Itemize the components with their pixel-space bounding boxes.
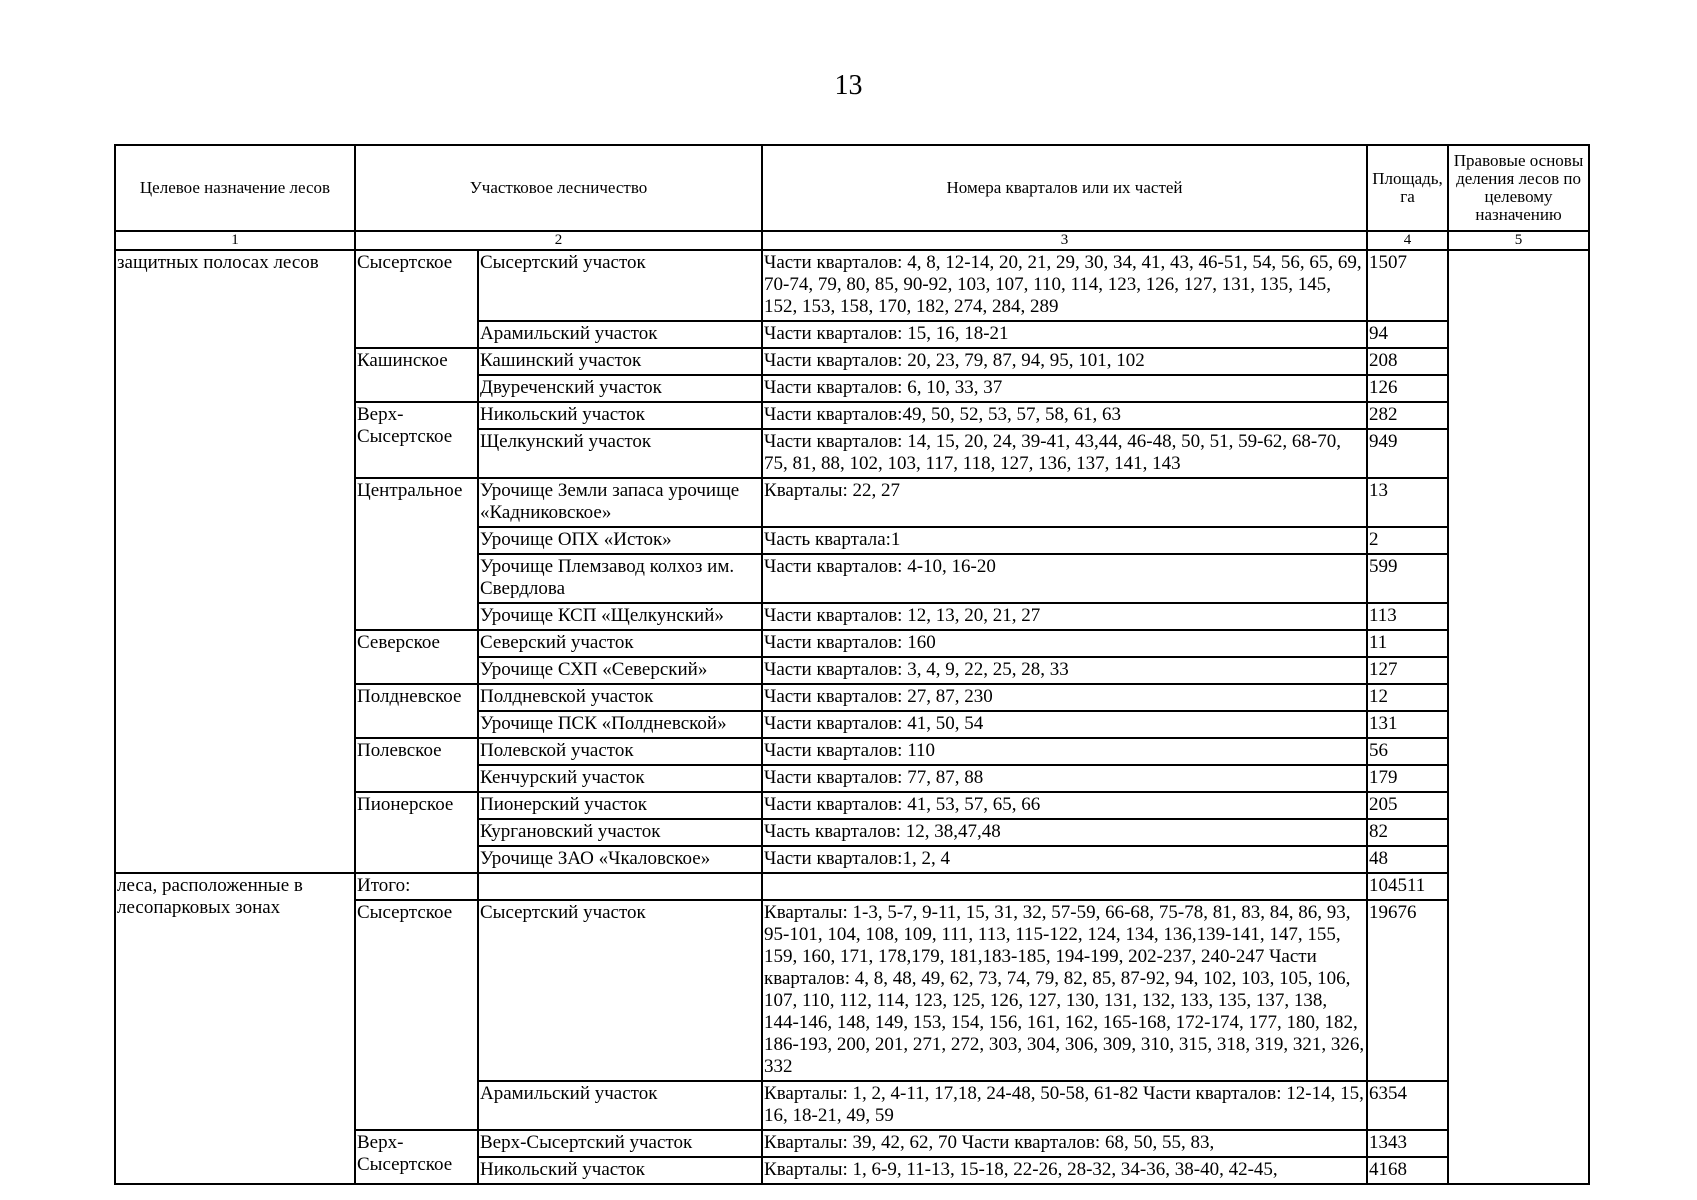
site-cell: Верх-Сысертский участок xyxy=(478,1130,762,1157)
site-cell xyxy=(478,873,762,900)
area-cell: 1507 xyxy=(1367,250,1448,321)
forestry-cell: Северское xyxy=(355,630,478,684)
forestry-cell: Сысертское xyxy=(355,900,478,1130)
area-cell: 949 xyxy=(1367,429,1448,478)
forestry-cell: Полевское xyxy=(355,738,478,792)
quarters-cell: Части кварталов: 20, 23, 79, 87, 94, 95, 101, 102 xyxy=(762,348,1367,375)
site-cell: Кашинский участок xyxy=(478,348,762,375)
table-row xyxy=(115,873,1589,900)
area-cell: 113 xyxy=(1367,603,1448,630)
area-cell: 282 xyxy=(1367,402,1448,429)
table-header-row xyxy=(115,145,1589,231)
quarters-cell: Части кварталов:49, 50, 52, 53, 57, 58, 61, 63 xyxy=(762,402,1367,429)
site-cell: Урочище ПСК «Полдневской» xyxy=(478,711,762,738)
area-cell: 599 xyxy=(1367,554,1448,603)
quarters-cell: Части кварталов: 77, 87, 88 xyxy=(762,765,1367,792)
quarters-cell: Кварталы: 1, 2, 4-11, 17,18, 24-48, 50-58, 61-82 Части кварталов: 12-14, 15, 16, 18-21, 49, 59 xyxy=(762,1081,1367,1130)
forestry-cell: Центральное xyxy=(355,478,478,630)
site-cell: Урочище СХП «Северский» xyxy=(478,657,762,684)
quarters-cell: Части кварталов: 15, 16, 18-21 xyxy=(762,321,1367,348)
column-number: 4 xyxy=(1367,231,1448,250)
forestry-cell: Пионерское xyxy=(355,792,478,873)
area-cell: 48 xyxy=(1367,846,1448,873)
area-cell: 208 xyxy=(1367,348,1448,375)
quarters-cell: Части кварталов: 160 xyxy=(762,630,1367,657)
site-cell: Урочище Земли запаса урочище «Кадниковское» xyxy=(478,478,762,527)
column-number: 1 xyxy=(115,231,355,250)
header-legal-basis: Правовые основы деления лесов по целевому назначению xyxy=(1448,145,1589,231)
area-cell: 4168 xyxy=(1367,1157,1448,1184)
column-number: 5 xyxy=(1448,231,1589,250)
forest-purpose-table xyxy=(114,144,1590,1185)
quarters-cell: Часть квартала:1 xyxy=(762,527,1367,554)
header-purpose: Целевое назначение лесов xyxy=(115,145,355,231)
forestry-cell: Верх-Сысертское xyxy=(355,1130,478,1184)
quarters-cell: Части кварталов:1, 2, 4 xyxy=(762,846,1367,873)
area-cell: 1343 xyxy=(1367,1130,1448,1157)
forestry-cell: Полдневское xyxy=(355,684,478,738)
area-cell: 179 xyxy=(1367,765,1448,792)
quarters-cell: Части кварталов: 6, 10, 33, 37 xyxy=(762,375,1367,402)
area-cell: 205 xyxy=(1367,792,1448,819)
quarters-cell: Части кварталов: 4, 8, 12-14, 20, 21, 29, 30, 34, 41, 43, 46-51, 54, 56, 65, 69, 70-74, 79, 80, 85, 90-92, 103, 107, 110, 114, 123, 126, 127, 131, 135, 145, 152, 153, 158, 170, 182, 274, 284, 289 xyxy=(762,250,1367,321)
quarters-cell: Части кварталов: 12, 13, 20, 21, 27 xyxy=(762,603,1367,630)
site-cell: Урочище Племзавод колхоз им. Свердлова xyxy=(478,554,762,603)
site-cell: Никольский участок xyxy=(478,402,762,429)
site-cell: Урочище КСП «Щелкунский» xyxy=(478,603,762,630)
forestry-cell: Верх-Сысертское xyxy=(355,402,478,478)
site-cell: Никольский участок xyxy=(478,1157,762,1184)
quarters-cell xyxy=(762,873,1367,900)
forestry-cell: Итого: xyxy=(355,873,478,900)
area-cell: 127 xyxy=(1367,657,1448,684)
site-cell: Северский участок xyxy=(478,630,762,657)
column-number: 2 xyxy=(355,231,762,250)
area-cell: 126 xyxy=(1367,375,1448,402)
header-area: Площадь, га xyxy=(1367,145,1448,231)
area-cell: 56 xyxy=(1367,738,1448,765)
header-quarters: Номера кварталов или их частей xyxy=(762,145,1367,231)
site-cell: Полевской участок xyxy=(478,738,762,765)
site-cell: Полдневской участок xyxy=(478,684,762,711)
site-cell: Пионерский участок xyxy=(478,792,762,819)
quarters-cell: Части кварталов: 110 xyxy=(762,738,1367,765)
area-cell: 11 xyxy=(1367,630,1448,657)
area-cell: 94 xyxy=(1367,321,1448,348)
header-forestry: Участковое лесничество xyxy=(355,145,762,231)
table-row xyxy=(115,250,1589,321)
quarters-cell: Части кварталов: 3, 4, 9, 22, 25, 28, 33 xyxy=(762,657,1367,684)
quarters-cell: Части кварталов: 41, 50, 54 xyxy=(762,711,1367,738)
site-cell: Кенчурский участок xyxy=(478,765,762,792)
area-cell: 6354 xyxy=(1367,1081,1448,1130)
quarters-cell: Кварталы: 39, 42, 62, 70 Части кварталов: 68, 50, 55, 83, xyxy=(762,1130,1367,1157)
quarters-cell: Кварталы: 1-3, 5-7, 9-11, 15, 31, 32, 57-59, 66-68, 75-78, 81, 83, 84, 86, 93, 95-101, 104, 108, 109, 111, 113, 115-122, 124, 134, 136,139-141, 147, 155, 159, 160, 171, 178,179, 181,183-185, 194-199, 202-237, 240-247 Части кварталов: 4, 8, 48, 49, 62, 73, 74, 79, 82, 85, 87-92, 94, 102, 103, 105, 106, 107, 110, 112, 114, 123, 125, 126, 127, 130, 131, 132, 133, 135, 137, 138, 144-146, 148, 149, 153, 154, 156, 161, 162, 165-168, 172-174, 177, 180, 182, 186-193, 200, 201, 271, 272, 303, 304, 306, 309, 310, 315, 318, 319, 321, 326, 332 xyxy=(762,900,1367,1081)
quarters-cell: Части кварталов: 14, 15, 20, 24, 39-41, 43,44, 46-48, 50, 51, 59-62, 68-70, 75, 81, 88, 102, 103, 117, 118, 127, 136, 137, 141, 143 xyxy=(762,429,1367,478)
site-cell: Арамильский участок xyxy=(478,321,762,348)
forestry-cell: Кашинское xyxy=(355,348,478,402)
quarters-cell: Кварталы: 1, 6-9, 11-13, 15-18, 22-26, 28-32, 34-36, 38-40, 42-45, xyxy=(762,1157,1367,1184)
area-cell: 19676 xyxy=(1367,900,1448,1081)
page-number: 13 xyxy=(834,70,863,101)
area-cell: 13 xyxy=(1367,478,1448,527)
site-cell: Урочище ЗАО «Чкаловское» xyxy=(478,846,762,873)
area-cell: 131 xyxy=(1367,711,1448,738)
area-cell: 2 xyxy=(1367,527,1448,554)
site-cell: Сысертский участок xyxy=(478,900,762,1081)
purpose-cell: леса, расположенные в лесопарковых зонах xyxy=(115,873,355,1184)
quarters-cell: Кварталы: 22, 27 xyxy=(762,478,1367,527)
legal-basis-cell xyxy=(1448,250,1589,1184)
column-number: 3 xyxy=(762,231,1367,250)
forestry-cell: Сысертское xyxy=(355,250,478,348)
area-cell: 12 xyxy=(1367,684,1448,711)
area-cell: 104511 xyxy=(1367,873,1448,900)
quarters-cell: Части кварталов: 41, 53, 57, 65, 66 xyxy=(762,792,1367,819)
site-cell: Сысертский участок xyxy=(478,250,762,321)
site-cell: Арамильский участок xyxy=(478,1081,762,1130)
table-body xyxy=(115,250,1589,1184)
purpose-cell: защитных полосах лесов xyxy=(115,250,355,873)
quarters-cell: Части кварталов: 4-10, 16-20 xyxy=(762,554,1367,603)
quarters-cell: Часть кварталов: 12, 38,47,48 xyxy=(762,819,1367,846)
quarters-cell: Части кварталов: 27, 87, 230 xyxy=(762,684,1367,711)
site-cell: Урочище ОПХ «Исток» xyxy=(478,527,762,554)
area-cell: 82 xyxy=(1367,819,1448,846)
site-cell: Кургановский участок xyxy=(478,819,762,846)
site-cell: Двуреченский участок xyxy=(478,375,762,402)
column-number-row xyxy=(115,231,1589,250)
site-cell: Щелкунский участок xyxy=(478,429,762,478)
